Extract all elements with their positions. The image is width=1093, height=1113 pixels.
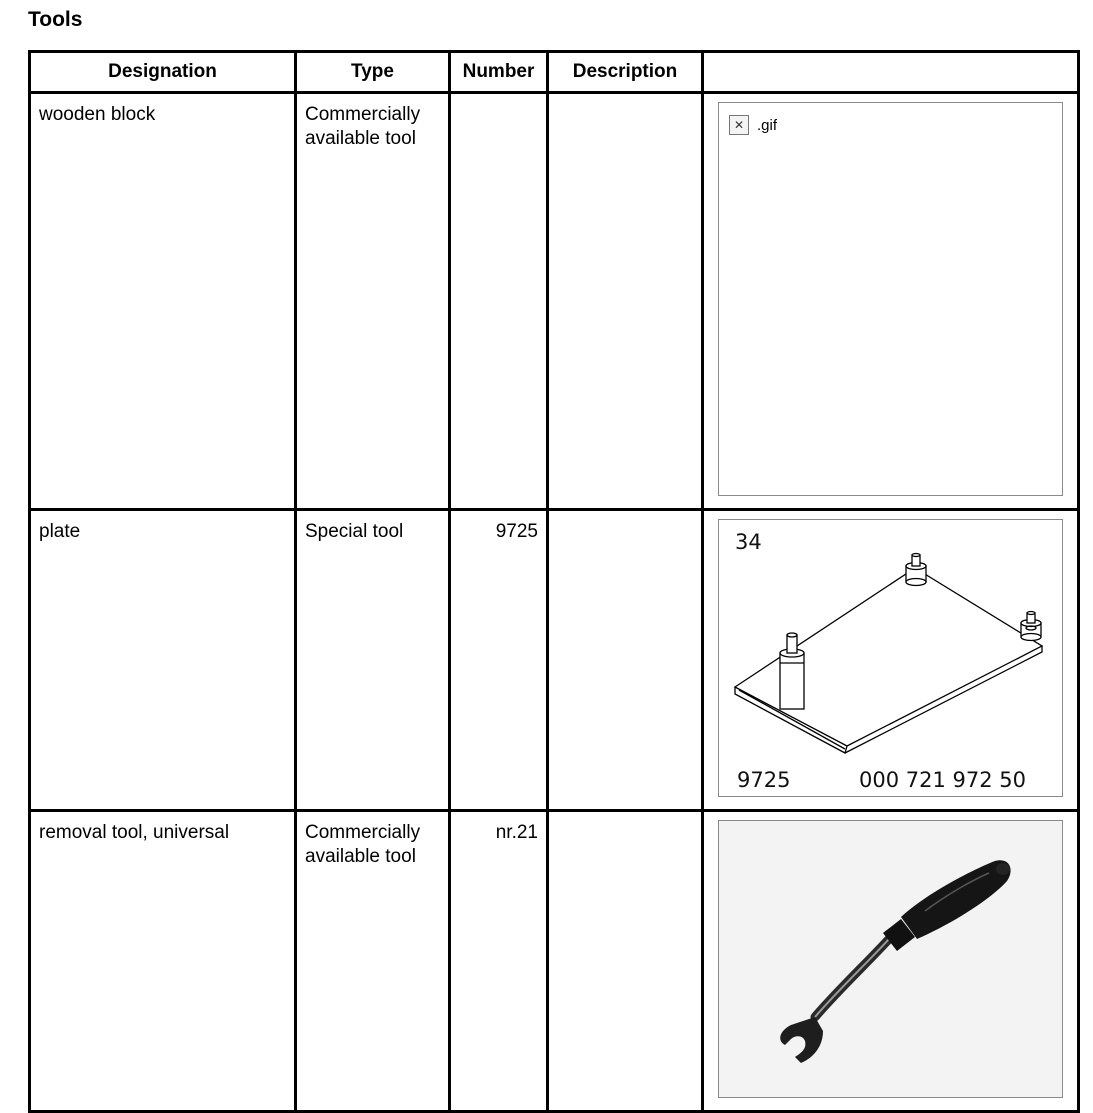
description-cell bbox=[548, 811, 703, 1112]
col-header-description: Description bbox=[548, 52, 703, 93]
description-text bbox=[549, 812, 701, 821]
type-cell bbox=[296, 510, 450, 811]
header-row bbox=[30, 52, 1079, 93]
table-row bbox=[30, 811, 1079, 1112]
number-text bbox=[451, 94, 546, 103]
number-cell bbox=[450, 510, 548, 811]
removal-tool-photo bbox=[718, 820, 1063, 1098]
description-cell bbox=[548, 93, 703, 510]
page-title: Tools bbox=[28, 8, 83, 31]
table-row bbox=[30, 93, 1079, 510]
type-text: Commercially available tool bbox=[305, 104, 421, 149]
drawing-label-left: 9725 bbox=[737, 768, 791, 792]
image-cell bbox=[703, 93, 1079, 510]
description-cell bbox=[548, 510, 703, 811]
drawing-label-right: 000 721 972 50 bbox=[859, 768, 1026, 792]
col-header-designation: Designation bbox=[30, 52, 296, 93]
col-header-number: Number bbox=[450, 52, 548, 93]
designation-text: wooden block bbox=[39, 104, 156, 125]
table-row bbox=[30, 510, 1079, 811]
number-cell bbox=[450, 811, 548, 1112]
designation-text: plate bbox=[39, 521, 81, 542]
image-cell bbox=[703, 811, 1079, 1112]
broken-image bbox=[729, 115, 777, 135]
type-text: Commercially available tool bbox=[305, 822, 421, 867]
plate-drawing bbox=[718, 519, 1063, 797]
drawing-label-top: 34 bbox=[735, 530, 762, 554]
type-text: Special tool bbox=[305, 521, 404, 542]
number-cell bbox=[450, 93, 548, 510]
type-cell bbox=[296, 811, 450, 1112]
description-text bbox=[549, 511, 701, 520]
number-text: nr.21 bbox=[495, 822, 538, 843]
image-frame bbox=[718, 102, 1063, 496]
number-text: 9725 bbox=[495, 521, 538, 542]
tools-table bbox=[28, 50, 1080, 1113]
image-cell bbox=[703, 510, 1079, 811]
designation-cell bbox=[30, 510, 296, 811]
designation-cell bbox=[30, 811, 296, 1112]
description-text bbox=[549, 94, 701, 103]
col-header-type: Type bbox=[296, 52, 450, 93]
removal-tool-icon bbox=[719, 821, 1062, 1097]
broken-image-alt: .gif bbox=[757, 116, 778, 134]
broken-image-icon: ✕ bbox=[729, 115, 749, 135]
type-cell bbox=[296, 93, 450, 510]
col-header-image bbox=[703, 52, 1079, 93]
plate-drawing-icon bbox=[719, 520, 1062, 796]
designation-cell bbox=[30, 93, 296, 510]
designation-text: removal tool, universal bbox=[39, 822, 230, 843]
